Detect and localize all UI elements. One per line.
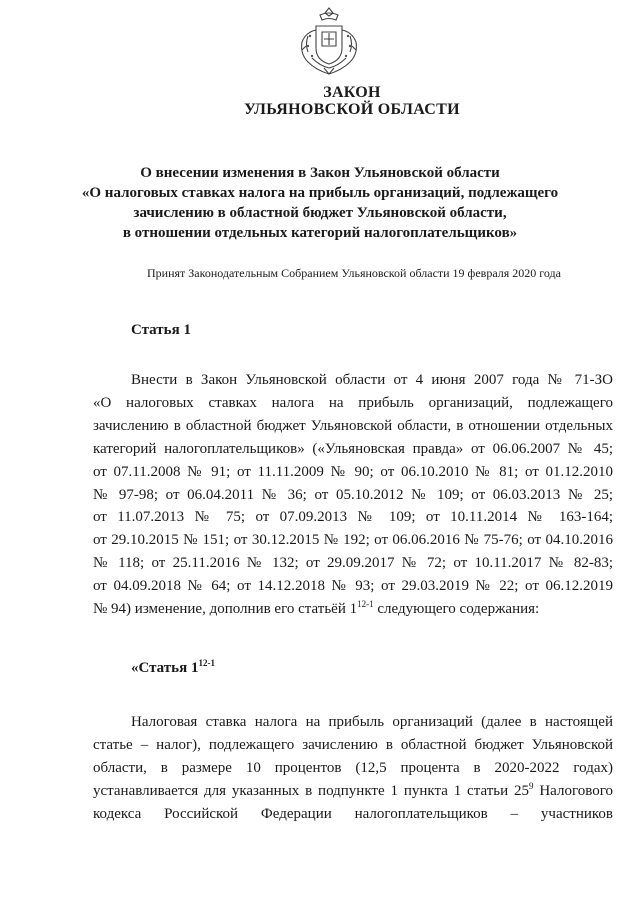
- body-line: Налоговая ставка налога на прибыль организаций (далее в настоящей: [131, 714, 613, 730]
- law-title-line2: УЛЬЯНОВСКОЙ ОБЛАСТИ: [244, 101, 460, 118]
- body-line: области, в размере 10 процентов (12,5 процента в 2020-2022 годах): [93, 759, 613, 776]
- body-line: статье – налог), подлежащего зачислению в областной бюджет Ульяновской: [93, 736, 613, 753]
- body-line: № 94) изменение, дополнив его статьёй 1$^{12-1}$ следующего содержания:: [93, 599, 540, 618]
- law-subtitle: [20, 163, 620, 243]
- subtitle-line: в отношении отдельных категорий налогоплательщиков»: [122, 225, 518, 241]
- body-line: кодекса Российской Федерации налогоплательщиков – участников: [93, 805, 613, 822]
- body-line: от 07.11.2008 № 91; от 11.11.2009 № 90; от 06.10.2010 № 81; от 01.12.2010: [93, 463, 613, 480]
- body-line: от 11.07.2013 № 75; от 07.09.2013 № 109; от 10.11.2014 № 163-164;: [93, 509, 613, 526]
- law-title-line1: ЗАКОН: [323, 84, 381, 101]
- body-line: зачислению в областной бюджет Ульяновской области, в отношении отдельных: [93, 417, 613, 434]
- quoted-article-heading: «Статья 1$^{12-1}$: [131, 658, 215, 676]
- body-line: «О налоговых ставках налога на прибыль организаций, подлежащего: [93, 394, 613, 411]
- body-line: от 29.10.2015 № 151; от 30.12.2015 № 192; от 06.06.2016 № 75-76; от 04.10.2016: [93, 532, 613, 549]
- body-line: устанавливается для указанных в подпункте 1 пункта 1 статьи $25^9$ Налогового: [93, 780, 613, 799]
- superscript: 12-1: [198, 658, 215, 668]
- body-line: Внести в Закон Ульяновской области от 4 июня 2007 года № 71-ЗО: [131, 372, 613, 388]
- body-line: № 97-98; от 06.04.2011 № 36; от 05.10.2012 № 109; от 06.03.2013 № 25;: [93, 486, 613, 503]
- body-line: категорий налогоплательщиков» («Ульяновская правда» от 06.06.2007 № 45;: [93, 440, 613, 457]
- superscript: 9: [529, 780, 534, 791]
- superscript: 12-1: [357, 599, 374, 610]
- coat-of-arms-emblem: [296, 6, 362, 78]
- body-line: от 04.09.2018 № 64; от 14.12.2018 № 93; от 29.03.2019 № 22; от 06.12.2019: [93, 578, 613, 595]
- tax-rate-paragraph: [93, 711, 613, 826]
- article-1-heading: Статья 1: [131, 322, 191, 338]
- body-line: № 118; от 25.11.2016 № 132; от 29.09.2017 № 72; от 10.11.2017 № 82-83;: [93, 555, 613, 572]
- adoption-note: Принят Законодательным Собранием Ульяновской области 19 февраля 2020 года: [147, 266, 561, 280]
- article-1-body: [93, 369, 613, 621]
- subtitle-line: зачислению в областной бюджет Ульяновской области,: [133, 205, 507, 221]
- subtitle-line: О внесении изменения в Закон Ульяновской области: [140, 165, 500, 181]
- subtitle-line: «О налоговых ставках налога на прибыль организаций, подлежащего: [81, 185, 559, 201]
